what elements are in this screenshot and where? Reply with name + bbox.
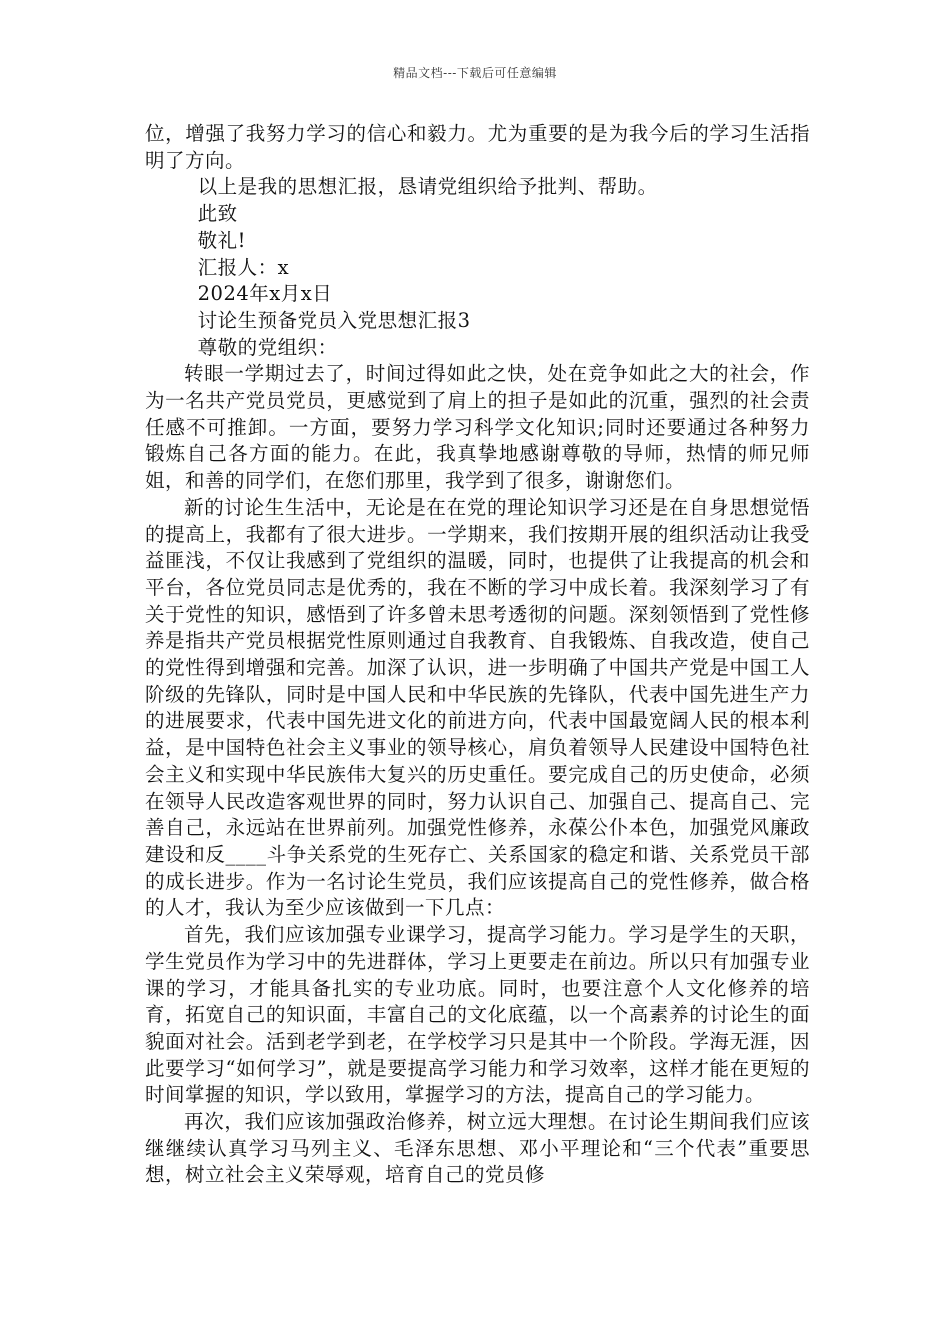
salutation-line-1: 此致	[197, 202, 238, 226]
paragraph-1: 转眼一学期过去了，时间过得如此之快，处在竞争如此之大的社会，作为一名共产党员党员，更感觉到了肩上的担子是如此的沉重，强烈的社会责任感不可推卸。一方面，要努力学习科学文化知识;同时还要通过各种努力锻炼自己各方面的能力。在此，我真挚地感谢尊敬的导师，热情的师兄师姐，和善的同学们，在您们那里，我学到了很多，谢谢您们。	[145, 362, 810, 493]
paragraph-3: 首先，我们应该加强专业课学习，提高学习能力。学习是学生的天职，学生党员作为学习中的先进群体，学习上更要走在前边。所以只有加强专业课的学习，才能具备扎实的专业功底。同时，也要注意个人文化修养的培育，拓宽自己的知识面，丰富自己的文化底蕴，以一个高素养的讨论生的面貌面对社会。活到老学到老，在学校学习只是其中一个阶段。学海无涯，因此要学习“如何学习”，就是要提高学习能力和学习效率，这样才能在更短的时间掌握的知识，学以致用，掌握学习的方法，提高自己的学习能力。	[145, 923, 810, 1107]
closing-request: 以上是我的思想汇报，恳请党组织给予批判、帮助。	[197, 175, 658, 199]
paragraph-continuation: 位，增强了我努力学习的信心和毅力。尤为重要的是为我今后的学习生活指明了方向。	[145, 122, 810, 172]
reporter-line: 汇报人：x	[197, 255, 290, 279]
paragraph-2: 新的讨论生生活中，无论是在在党的理论知识学习还是在自身思想觉悟的提高上，我都有了很大进步。一学期来，我们按期开展的组织活动让我受益匪浅，不仅让我感到了党组织的温暖，同时，也提供了让我提高的机会和平台，各位党员同志是优秀的，我在不断的学习中成长着。我深刻学习了有关于党性的知识，感悟到了许多曾未思考透彻的问题。深刻领悟到了党性修养是指共产党员根据党性原则通过自我教育、自我锻炼、自我改造，使自己的党性得到增强和完善。加深了认识，进一步明确了中国共产党是中国工人阶级的先锋队，同时是中国人民和中华民族的先锋队，代表中国先进生产力的进展要求，代表中国先进文化的前进方向，代表中国最宽阔人民的根本利益，是中国特色社会主义事业的领导核心，肩负着领导人民建设中国特色社会主义和实现中华民族伟大复兴的历史重任。要完成自己的历史使命，必须在领导人民改造客观世界的同时，努力认识自己、加强自己、提高自己、完善自己，永远站在世界前列。加强党性修养，永葆公仆本色，加强党风廉政建设和反____斗争关系党的生死存亡、关系国家的稳定和谐、关系党员干部的成长进步。作为一名讨论生党员，我们应该提高自己的党性修养，做合格的人才，我认为至少应该做到一下几点：	[145, 495, 810, 920]
salutation-line-2: 敬礼!	[197, 228, 246, 252]
date-line: 2024年x月x日	[197, 282, 333, 306]
section-title: 讨论生预备党员入党思想汇报3	[197, 308, 471, 332]
paragraph-4: 再次，我们应该加强政治修养，树立远大理想。在讨论生期间我们应该继继续认真学习马列主义、毛泽东思想、邓小平理论和“三个代表”重要思想，树立社会主义荣辱观，培育自己的党员修	[145, 1110, 810, 1187]
greeting-line: 尊敬的党组织：	[197, 335, 338, 359]
document-body	[145, 121, 810, 1189]
page-header: 精品文档---下载后可任意编辑	[393, 66, 557, 80]
